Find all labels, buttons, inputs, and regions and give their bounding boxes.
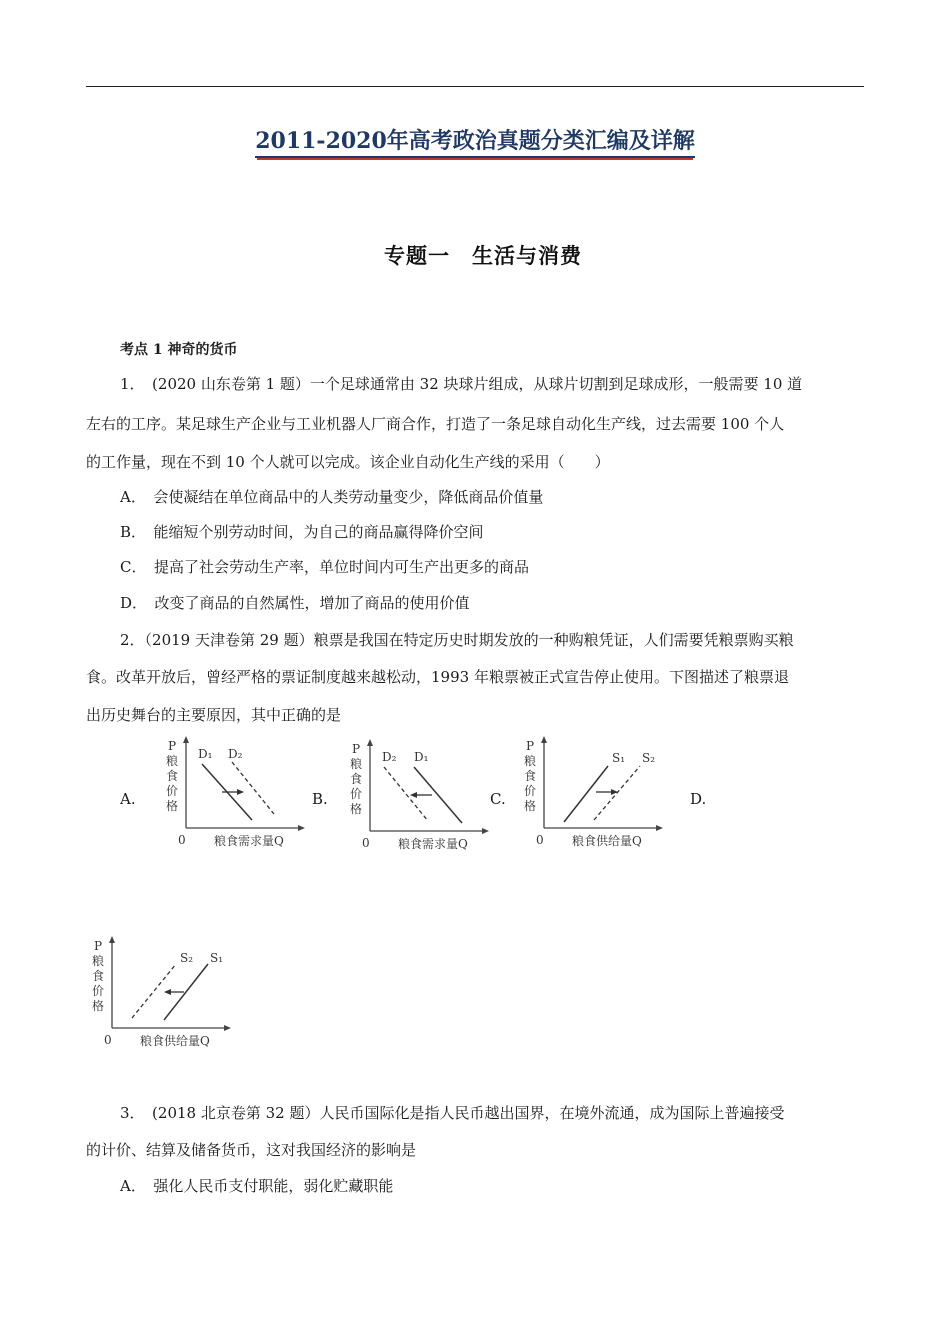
graph-b-y-arrow-icon <box>367 739 373 746</box>
graph-a-ylabel <box>166 739 178 813</box>
graph-a-y-arrow-icon <box>183 736 189 743</box>
graph-d-xlabel: 粮食供给量Q <box>140 1034 210 1048</box>
graph-c <box>518 734 668 852</box>
graph-d-shift-arrowhead-icon <box>164 989 171 995</box>
graph-d-solid-label: S₁ <box>210 951 224 965</box>
graph-b-ylabel-p: P <box>352 742 361 756</box>
graph-a-ylabel-4: 格 <box>166 799 179 813</box>
graph-a-origin: 0 <box>178 833 186 847</box>
document-title <box>0 124 950 155</box>
graph-d-origin: 0 <box>104 1033 112 1047</box>
graph-d-ylabel-1: 粮 <box>92 954 105 968</box>
graph-a-xlabel: 粮食需求量Q <box>214 834 284 848</box>
graph-a-x-arrow-icon <box>298 825 305 831</box>
graph-a-ylabel-1: 粮 <box>166 754 179 768</box>
q1-line-3: 的工作量，现在不到 10 个人就可以完成。该企业自动化生产线的采用（ ） <box>86 453 610 471</box>
graph-a-dashed-curve <box>232 762 274 814</box>
graph-c-dashed-label: S₂ <box>642 751 656 765</box>
graph-c-ylabel-1: 粮 <box>524 754 537 768</box>
graph-c-ylabel-2: 食 <box>524 769 537 783</box>
q2-line-1: 2．（2019 天津卷第 29 题）粮票是我国在特定历史时期发放的一种购粮凭证，人们需要凭粮票购买粮 <box>120 631 794 649</box>
graph-a-dashed-label: D₂ <box>228 747 243 761</box>
q2-line-3: 出历史舞台的主要原因，其中正确的是 <box>86 706 342 724</box>
graph-d-letter: D. <box>690 790 707 808</box>
graph-c-ylabel-3: 价 <box>524 784 537 798</box>
graph-b-ylabel-2: 食 <box>350 772 363 786</box>
q3-option-a: A． 强化人民币支付职能，弱化贮藏职能 <box>120 1177 394 1195</box>
q1-option-b: B． 能缩短个别劳动时间，为自己的商品赢得降价空间 <box>120 523 484 541</box>
graph-d <box>86 934 236 1052</box>
graph-a-ylabel-3: 价 <box>166 784 179 798</box>
q1-option-d: D． 改变了商品的自然属性，增加了商品的使用价值 <box>120 594 470 612</box>
graph-c-solid-label: S₁ <box>612 751 626 765</box>
graph-c-shift-arrowhead-icon <box>611 789 618 795</box>
graph-c-ylabel <box>524 739 536 813</box>
graph-d-ylabel-4: 格 <box>92 999 105 1013</box>
graph-d-ylabel-2: 食 <box>92 969 105 983</box>
q1-line-2: 左右的工序。某足球生产企业与工业机器人厂商合作，打造了一条足球自动化生产线，过去需要 100 个人 <box>86 415 785 433</box>
graph-b-ylabel <box>350 742 362 816</box>
graph-c-letter: C. <box>490 790 506 808</box>
graph-a-solid-label: D₁ <box>198 747 213 761</box>
graph-c-solid-curve <box>564 766 608 822</box>
graph-a-letter: A. <box>120 790 136 808</box>
document-title-text: 2011-2020年高考政治真题分类汇编及详解 <box>255 128 695 158</box>
topic-heading: 专题一 生活与消费 <box>384 243 582 268</box>
graph-d-y-arrow-icon <box>109 936 115 943</box>
graph-d-dashed-label: S₂ <box>180 951 194 965</box>
graph-b-solid-label: D₁ <box>414 750 429 764</box>
q3-line-2: 的计价、结算及储备货币，这对我国经济的影响是 <box>86 1141 417 1159</box>
graph-b-shift-arrowhead-icon <box>410 792 417 798</box>
graph-c-ylabel-p: P <box>526 739 535 753</box>
q3-line-1: 3． (2018 北京卷第 32 题）人民币国际化是指人民币越出国界，在境外流通，成为国际上普遍接受 <box>120 1104 785 1122</box>
graph-b-ylabel-4: 格 <box>350 802 363 816</box>
graph-c-origin: 0 <box>536 833 544 847</box>
graph-a-ylabel-p: P <box>168 739 177 753</box>
graph-a <box>160 734 310 852</box>
graph-d-ylabel-p: P <box>94 939 103 953</box>
graph-c-xlabel: 粮食供给量Q <box>572 834 642 848</box>
graph-c-ylabel-4: 格 <box>524 799 537 813</box>
graph-b <box>344 737 494 855</box>
graph-b-dashed-label: D₂ <box>382 750 397 764</box>
graph-b-xlabel: 粮食需求量Q <box>398 837 468 851</box>
q1-line-1: 1． (2020 山东卷第 1 题）一个足球通常由 32 块球片组成，从球片切割到足球成形，一般需要 10 道 <box>120 375 803 393</box>
graph-c-x-arrow-icon <box>656 825 663 831</box>
graph-c-y-arrow-icon <box>541 736 547 743</box>
graph-b-letter: B. <box>312 790 328 808</box>
graph-d-ylabel <box>92 939 104 1013</box>
graph-a-ylabel-2: 食 <box>166 769 179 783</box>
q1-option-c: C． 提高了社会劳动生产率，单位时间内可生产出更多的商品 <box>120 558 529 576</box>
header-rule <box>86 86 864 87</box>
q1-option-a: A． 会使凝结在单位商品中的人类劳动量变少，降低商品价值量 <box>120 488 544 506</box>
graph-b-ylabel-1: 粮 <box>350 757 363 771</box>
q2-line-2: 食。改革开放后，曾经严格的票证制度越来越松动，1993 年粮票被正式宣告停止使用。下图描述了粮票退 <box>86 668 789 686</box>
graph-a-shift-arrowhead-icon <box>237 789 244 795</box>
graph-b-origin: 0 <box>362 836 370 850</box>
section-label: 考点 1 神奇的货币 <box>120 342 238 358</box>
graph-d-ylabel-3: 价 <box>92 984 105 998</box>
graph-b-ylabel-3: 价 <box>350 787 363 801</box>
graph-d-x-arrow-icon <box>224 1025 231 1031</box>
graph-b-x-arrow-icon <box>482 828 489 834</box>
